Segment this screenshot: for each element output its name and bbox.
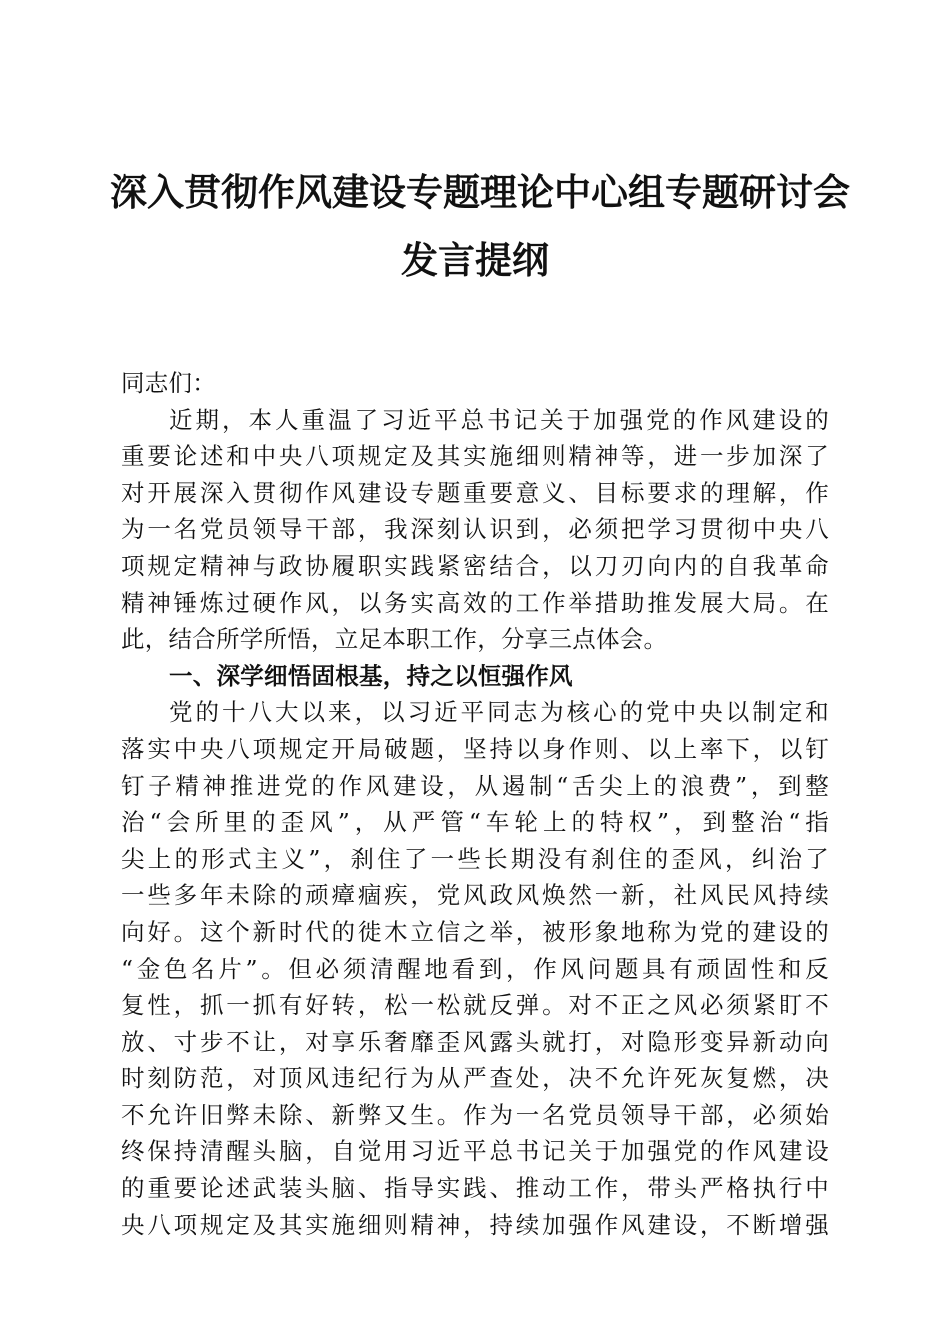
paragraph-2-line: 央八项规定及其实施细则精神，持续加强作风建设，不断增强 — [121, 1210, 829, 1239]
paragraph-1-line: 此，结合所学所悟，立足本职工作，分享三点体会。 — [121, 625, 668, 654]
paragraph-1-line: 精神锤炼过硬作风，以务实高效的工作举措助推发展大局。在 — [121, 588, 829, 617]
paragraph-2-line: 放、寸步不让，对享乐奢靡歪风露头就打，对隐形变异新动向 — [121, 1027, 829, 1056]
paragraph-2-line: 落实中央八项规定开局破题，坚持以身作则、以上率下，以钉 — [121, 734, 829, 763]
section-1-heading: 一、深学细悟固根基，持之以恒强作风 — [169, 661, 573, 690]
paragraph-2-line: 尖上的形式主义”，刹住了一些长期没有刹住的歪风，纠治了 — [121, 844, 829, 873]
paragraph-2-line: “金色名片”。但必须清醒地看到，作风问题具有顽固性和反 — [121, 954, 829, 983]
paragraph-2-line: 党的十八大以来，以习近平同志为核心的党中央以制定和 — [169, 698, 829, 727]
document-title-line-2: 发言提纲 — [401, 238, 549, 282]
paragraph-2-line: 终保持清醒头脑，自觉用习近平总书记关于加强党的作风建设 — [121, 1137, 829, 1166]
paragraph-2-line: 的重要论述武装头脑、指导实践、推动工作，带头严格执行中 — [121, 1174, 829, 1203]
paragraph-1-line: 对开展深入贯彻作风建设专题重要意义、目标要求的理解，作 — [121, 478, 829, 507]
paragraph-2-line: 向好。这个新时代的徙木立信之举，被形象地称为党的建设的 — [121, 917, 829, 946]
paragraph-2-line: 一些多年未除的顽瘴痼疾，党风政风焕然一新，社风民风持续 — [121, 881, 829, 910]
paragraph-2-line: 复性，抓一抓有好转，松一松就反弹。对不正之风必须紧盯不 — [121, 991, 829, 1020]
document-title-line-1: 深入贯彻作风建设专题理论中心组专题研讨会 — [110, 170, 850, 214]
paragraph-1-line: 项规定精神与政协履职实践紧密结合，以刀刃向内的自我革命 — [121, 551, 829, 580]
paragraph-1-line: 近期，本人重温了习近平总书记关于加强党的作风建设的 — [169, 405, 829, 434]
paragraph-2-line: 治“会所里的歪风”，从严管“车轮上的特权”，到整治“指 — [121, 808, 829, 837]
salutation: 同志们： — [121, 369, 216, 397]
paragraph-2-line: 钉子精神推进党的作风建设，从遏制“舌尖上的浪费”，到整 — [121, 771, 829, 800]
paragraph-2-line: 不允许旧弊未除、新弊又生。作为一名党员领导干部，必须始 — [121, 1100, 829, 1129]
paragraph-1-line: 为一名党员领导干部，我深刻认识到，必须把学习贯彻中央八 — [121, 515, 829, 544]
document-body — [121, 365, 829, 1243]
paragraph-2-line: 时刻防范，对顶风违纪行为从严查处，决不允许死灰复燃，决 — [121, 1064, 829, 1093]
paragraph-1-line: 重要论述和中央八项规定及其实施细则精神等，进一步加深了 — [121, 442, 829, 471]
